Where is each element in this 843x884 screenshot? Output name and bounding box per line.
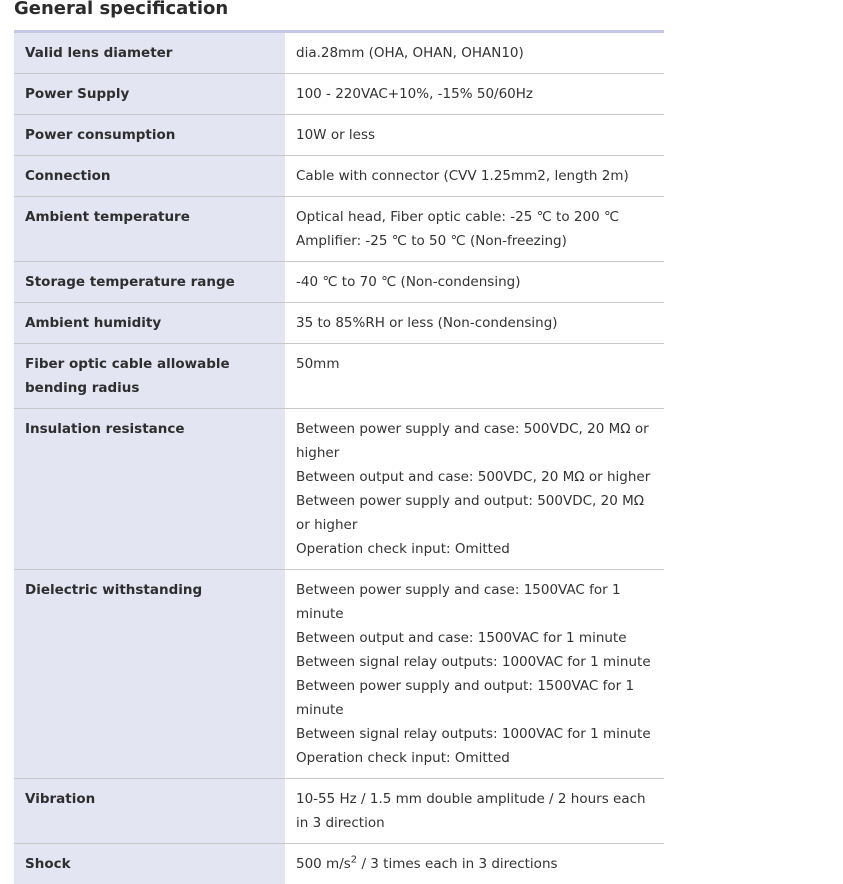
spec-label: Vibration [14, 779, 285, 844]
spec-row [14, 344, 664, 409]
spec-row [14, 779, 664, 844]
spec-label: Fiber optic cable allowable bending radius [14, 344, 285, 409]
spec-label: Connection [14, 156, 285, 197]
spec-row [14, 303, 664, 344]
spec-row [14, 156, 664, 197]
spec-value-line: 10-55 Hz / 1.5 mm double amplitude / 2 hours each in 3 direction [296, 787, 654, 835]
spec-value [285, 74, 664, 115]
spec-label: Power consumption [14, 115, 285, 156]
spec-value [285, 156, 664, 197]
spec-label: Dielectric withstanding [14, 570, 285, 779]
spec-row [14, 844, 664, 884]
spec-label: Ambient temperature [14, 197, 285, 262]
spec-label: Ambient humidity [14, 303, 285, 344]
spec-value-line: Between signal relay outputs: 1000VAC for 1 minute [296, 722, 654, 746]
spec-value-line: dia.28mm (OHA, OHAN, OHAN10) [296, 41, 654, 65]
spec-value-line: Operation check input: Omitted [296, 537, 654, 561]
spec-label: Shock [14, 844, 285, 884]
spec-value-line: Operation check input: Omitted [296, 746, 654, 770]
spec-table [14, 30, 664, 884]
shock-description: / 3 times each in 3 directions [357, 856, 557, 872]
spec-value [285, 779, 664, 844]
spec-value [285, 197, 664, 262]
spec-value-line: Between output and case: 1500VAC for 1 minute [296, 626, 654, 650]
spec-label: Power Supply [14, 74, 285, 115]
spec-row [14, 409, 664, 570]
spec-value [285, 844, 664, 884]
spec-value-line: Cable with connector (CVV 1.25mm2, length 2m) [296, 164, 654, 188]
spec-value-line: 10W or less [296, 123, 654, 147]
spec-row [14, 197, 664, 262]
spec-row [14, 115, 664, 156]
spec-table-body [14, 32, 664, 884]
spec-value-line: Between output and case: 500VDC, 20 MΩ or higher [296, 465, 654, 489]
shock-value: 500 m/s [296, 856, 351, 872]
spec-value [285, 344, 664, 409]
spec-value-line: Between power supply and case: 1500VAC for 1 minute [296, 578, 654, 626]
spec-row [14, 570, 664, 779]
spec-value-line: Between power supply and case: 500VDC, 20 MΩ or higher [296, 417, 654, 465]
spec-value-line: Amplifier: -25 ℃ to 50 ℃ (Non-freezing) [296, 229, 654, 253]
spec-value-line: 35 to 85%RH or less (Non-condensing) [296, 311, 654, 335]
spec-row [14, 74, 664, 115]
spec-row [14, 262, 664, 303]
spec-value-line: Between power supply and output: 1500VAC for 1 minute [296, 674, 654, 722]
spec-row [14, 32, 664, 74]
spec-value [285, 115, 664, 156]
spec-value-line: Optical head, Fiber optic cable: -25 ℃ to 200 ℃ [296, 205, 654, 229]
spec-value-line: Between power supply and output: 500VDC, 20 MΩ or higher [296, 489, 654, 537]
spec-value-line: 50mm [296, 352, 654, 376]
spec-value-line: Between signal relay outputs: 1000VAC for 1 minute [296, 650, 654, 674]
page-title: General specification [14, 0, 228, 21]
spec-value-line: -40 ℃ to 70 ℃ (Non-condensing) [296, 270, 654, 294]
spec-value [285, 262, 664, 303]
spec-value-line: 100 - 220VAC+10%, -15% 50/60Hz [296, 82, 654, 106]
shock-exponent: 2 [351, 855, 357, 866]
spec-label: Valid lens diameter [14, 32, 285, 74]
spec-value [285, 570, 664, 779]
spec-value [285, 32, 664, 74]
spec-value [285, 409, 664, 570]
spec-label: Insulation resistance [14, 409, 285, 570]
spec-label: Storage temperature range [14, 262, 285, 303]
spec-value [285, 303, 664, 344]
